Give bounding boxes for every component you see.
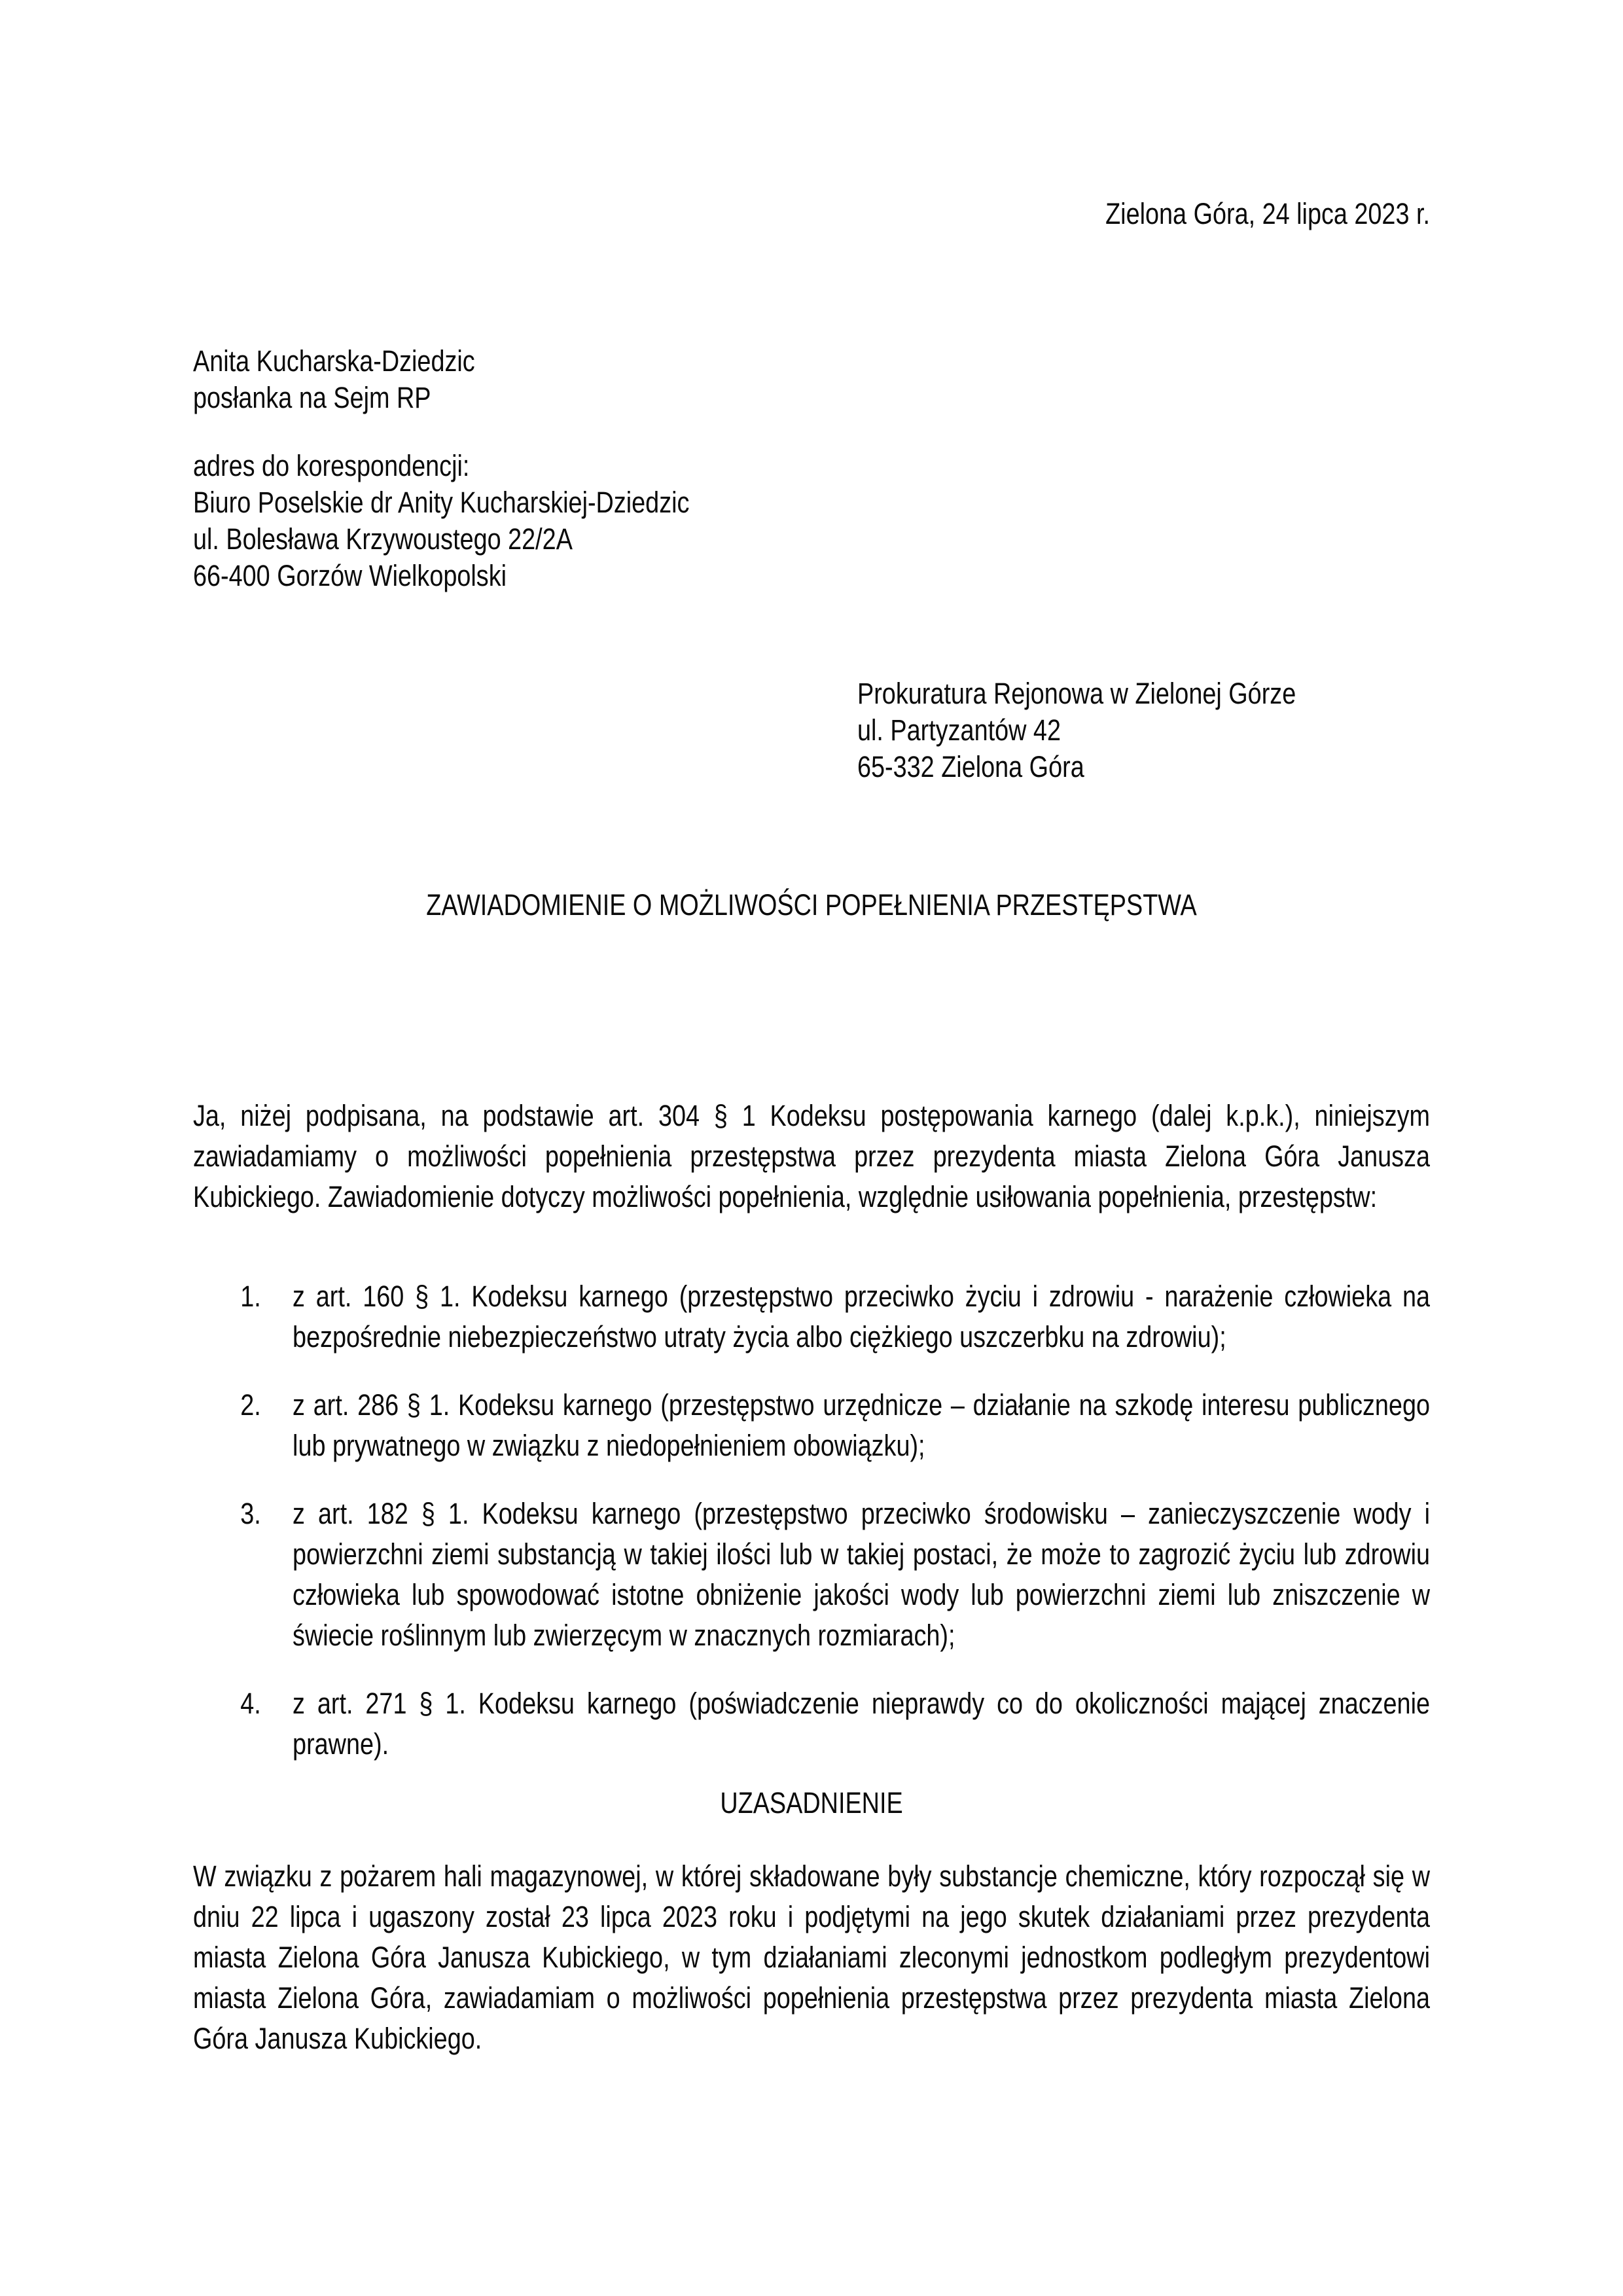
sender-address-line1: Biuro Poselskie dr Anity Kucharskiej-Dziedzic xyxy=(193,486,690,519)
offense-list xyxy=(193,1276,1430,1792)
sender-gap xyxy=(193,416,1293,448)
offense-number-2: 2. xyxy=(240,1388,261,1422)
recipient-city: 65-332 Zielona Góra xyxy=(857,750,1084,783)
sender-block xyxy=(193,343,1293,594)
intro-paragraph: Ja, niżej podpisana, na podstawie art. 304 § 1 Kodeksu postępowania karnego (dalej k.p.k.), niniejszym zawiadamiamy o możliwości popełnienia przestępstwa przez prezydenta miasta Zielona Góra Janusza Kubickiego. Zawiadomienie dotyczy możliwości popełnienia, względnie usiłowania popełnienia, przestępstw: xyxy=(193,1099,1430,1213)
sender-role: posłanka na Sejm RP xyxy=(193,381,431,414)
offense-item-3 xyxy=(193,1494,1430,1656)
sender-address-line3: 66-400 Gorzów Wielkopolski xyxy=(193,559,507,592)
offense-number-4: 4. xyxy=(240,1687,261,1720)
offense-number-1: 1. xyxy=(240,1280,261,1313)
sender-name: Anita Kucharska-Dziedzic xyxy=(193,344,475,378)
justification-heading: UZASADNIENIE xyxy=(720,1786,903,1820)
sender-address-line2: ul. Bolesława Krzywoustego 22/2A xyxy=(193,522,573,556)
offense-text-3: z art. 182 § 1. Kodeksu karnego (przestępstwo przeciwko środowisku – zanieczyszczenie wody i powierzchni ziemi substancją w takiej ilości lub w takiej postaci, że może to zagrozić życiu lub zdrowiu człowieka lub spowodować istotne obniżenie jakości wody lub powierzchni ziemi lub zniszczenie w świecie roślinnym lub zwierzęcym w znacznych rozmiarach); xyxy=(293,1497,1430,1652)
date-line: Zielona Góra, 24 lipca 2023 r. xyxy=(1105,197,1430,230)
offense-item-2 xyxy=(193,1385,1430,1466)
offense-text-1: z art. 160 § 1. Kodeksu karnego (przestępstwo przeciwko życiu i zdrowiu - narażenie człowieka na bezpośrednie niebezpieczeństwo utraty życia albo ciężkiego uszczerbku na zdrowiu); xyxy=(293,1280,1430,1354)
offense-item-4 xyxy=(193,1683,1430,1765)
offense-text-4: z art. 271 § 1. Kodeksu karnego (poświadczenie nieprawdy co do okoliczności mającej znaczenie prawne). xyxy=(293,1687,1430,1761)
recipient-block xyxy=(857,675,1517,785)
document-title: ZAWIADOMIENIE O MOŻLIWOŚCI POPEŁNIENIA PRZESTĘPSTWA xyxy=(426,888,1197,922)
justification-paragraph: W związku z pożarem hali magazynowej, w której składowane były substancje chemiczne, który rozpoczął się w dniu 22 lipca i ugaszony został 23 lipca 2023 roku i podjętymi na jego skutek działaniami przez prezydenta miasta Zielona Góra Janusza Kubickiego, w tym działaniami zleconymi jednostkom podległym prezydentowi miasta Zielona Góra, zawiadamiam o możliwości popełnienia przestępstwa przez prezydenta miasta Zielona Góra Janusza Kubickiego. xyxy=(193,1859,1430,2055)
recipient-street: ul. Partyzantów 42 xyxy=(857,713,1061,747)
sender-address-label: adres do korespondencji: xyxy=(193,449,470,482)
offense-item-1 xyxy=(193,1276,1430,1357)
recipient-name: Prokuratura Rejonowa w Zielonej Górze xyxy=(857,677,1296,710)
offense-number-3: 3. xyxy=(240,1497,261,1530)
offense-text-2: z art. 286 § 1. Kodeksu karnego (przestępstwo urzędnicze – działanie na szkodę interesu publicznego lub prywatnego w związku z niedopełnieniem obowiązku); xyxy=(293,1388,1430,1462)
